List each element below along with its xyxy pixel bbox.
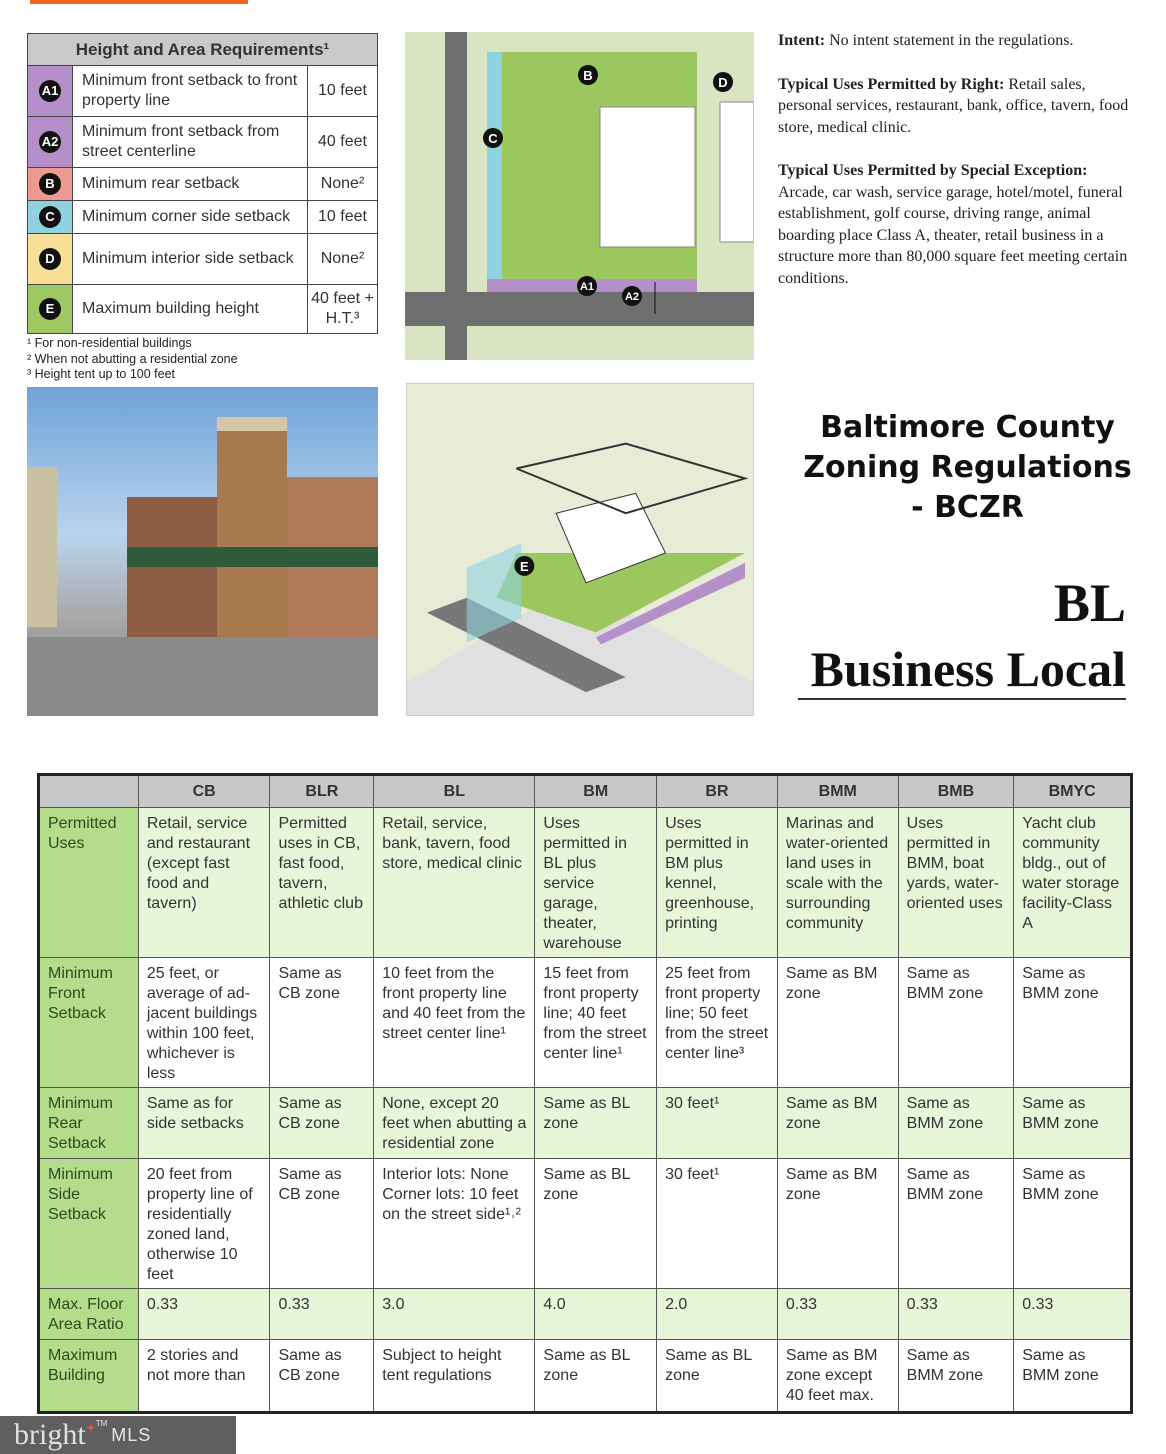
- table-cell: Same as BMM zone: [898, 958, 1014, 1088]
- badge-c: C: [39, 206, 61, 228]
- table-cell: 0.33: [1014, 1289, 1132, 1340]
- row-label: Minimum rear setback: [73, 168, 308, 201]
- column-header: BM: [535, 775, 657, 808]
- table-cell: 0.33: [898, 1289, 1014, 1340]
- table-cell: Permitted uses in CB, fast food, tavern, athletic club: [270, 808, 374, 958]
- table-cell: Interior lots: None Corner lots: 10 feet on the street side¹˒²: [374, 1159, 535, 1289]
- table-cell: 2.0: [657, 1289, 778, 1340]
- badge-a2: A2: [39, 131, 61, 153]
- row-header: Max. Floor Area Ratio: [39, 1289, 139, 1340]
- table-cell: Same as BMM zone: [1014, 958, 1132, 1088]
- table-header-row: [39, 775, 1132, 808]
- document-title: [790, 408, 1145, 528]
- table-cell: 0.33: [777, 1289, 898, 1340]
- table-cell: Same as CB zone: [270, 1340, 374, 1413]
- table-cell: 20 feet from property line of residentially zoned land, otherwise 10 feet: [138, 1159, 270, 1289]
- table-cell: Uses permitted in BL plus service garage, theater, warehouse: [535, 808, 657, 958]
- table-cell: Same as for side setbacks: [138, 1088, 270, 1159]
- row-value: 10 feet: [308, 201, 378, 234]
- label-c: C: [488, 131, 498, 146]
- table-row: [39, 1289, 1132, 1340]
- watermark-brand: bright: [14, 1418, 86, 1451]
- table-row: [39, 808, 1132, 958]
- row-value: None²: [308, 234, 378, 285]
- table-cell: Same as BMM zone: [898, 1088, 1014, 1159]
- title-line: Baltimore County: [820, 410, 1115, 445]
- table-cell: Same as BM zone: [777, 958, 898, 1088]
- column-header: BMYC: [1014, 775, 1132, 808]
- intent-label: Intent:: [778, 32, 826, 49]
- table-cell: Same as CB zone: [270, 1088, 374, 1159]
- height-area-table: [27, 33, 378, 334]
- row-label: Minimum front setback from street centerline: [73, 117, 308, 168]
- building-height-diagram: [406, 383, 754, 716]
- row-value: 40 feet + H.T.³: [308, 285, 378, 334]
- table-cell: Same as BM zone: [777, 1159, 898, 1289]
- row-value: 40 feet: [308, 117, 378, 168]
- footnotes: [27, 336, 238, 383]
- table-cell: 3.0: [374, 1289, 535, 1340]
- row-header: Minimum Front Setback: [39, 958, 139, 1088]
- table-cell: Same as BMM zone: [898, 1340, 1014, 1413]
- uses-special-label: Typical Uses Permitted by Special Exception:: [778, 162, 1088, 179]
- column-header: CB: [138, 775, 270, 808]
- watermark-suffix: MLS: [111, 1425, 152, 1445]
- column-header: BMM: [777, 775, 898, 808]
- table-cell: Retail, service, bank, tavern, food store, medical clinic: [374, 808, 535, 958]
- table-cell: Marinas and water-oriented land uses in scale with the surrounding community: [777, 808, 898, 958]
- row-label: Minimum corner side setback: [73, 201, 308, 234]
- label-a2: A2: [624, 291, 640, 303]
- zone-description: [778, 30, 1133, 311]
- table-cell: 4.0: [535, 1289, 657, 1340]
- table-cell: 0.33: [138, 1289, 270, 1340]
- table-cell: Uses permitted in BMM, boat yards, water-oriented uses: [898, 808, 1014, 958]
- label-d: D: [718, 75, 728, 90]
- table-cell: Subject to height tent regulations: [374, 1340, 535, 1413]
- table-cell: Same as BMM zone: [1014, 1340, 1132, 1413]
- badge-a1: A1: [39, 80, 61, 102]
- table-cell: Same as BM zone: [777, 1088, 898, 1159]
- table-cell: Same as CB zone: [270, 1159, 374, 1289]
- watermark-tm: TM: [95, 1419, 108, 1428]
- row-label: Minimum interior side setback: [73, 234, 308, 285]
- table-cell: Same as BL zone: [535, 1088, 657, 1159]
- table-cell: None, except 20 feet when abutting a residential zone: [374, 1088, 535, 1159]
- table-cell: 0.33: [270, 1289, 374, 1340]
- zone-name: Business Local: [810, 641, 1126, 697]
- table-cell: Uses permitted in BM plus kennel, greenhouse, printing: [657, 808, 778, 958]
- row-value: 10 feet: [308, 66, 378, 117]
- row-header: Minimum Side Setback: [39, 1159, 139, 1289]
- table-cell: Same as BMM zone: [1014, 1088, 1132, 1159]
- shopping-center-photo: [27, 387, 378, 716]
- row-label: Minimum front setback to front property line: [73, 66, 308, 117]
- title-underline: [798, 698, 1126, 700]
- table-cell: Same as BMM zone: [1014, 1159, 1132, 1289]
- table-cell: 10 feet from the front property line and 40 feet from the street center line¹: [374, 958, 535, 1088]
- title-line: Zoning Regulations: [803, 450, 1132, 485]
- label-b: B: [583, 68, 593, 83]
- star-icon: ✦: [85, 1421, 96, 1435]
- table-cell: 2 stories and not more than: [138, 1340, 270, 1413]
- orange-header-bar: [30, 0, 248, 4]
- label-e: E: [520, 558, 529, 574]
- intent-text: No intent statement in the regulations.: [829, 32, 1074, 49]
- table-cell: Same as BL zone: [535, 1340, 657, 1413]
- row-label: Maximum building height: [73, 285, 308, 334]
- table-cell: 30 feet¹: [657, 1088, 778, 1159]
- height-area-title: Height and Area Requirements¹: [28, 34, 378, 66]
- row-header: Minimum Rear Setback: [39, 1088, 139, 1159]
- row-header: Maximum Building: [39, 1340, 139, 1413]
- table-cell: 30 feet¹: [657, 1159, 778, 1289]
- row-header: Permitted Uses: [39, 808, 139, 958]
- column-header: BL: [374, 775, 535, 808]
- uses-right-label: Typical Uses Permitted by Right:: [778, 75, 1005, 93]
- badge-b: B: [39, 173, 61, 195]
- table-row: [39, 1159, 1132, 1289]
- column-header: [39, 775, 139, 808]
- table-row: [39, 1340, 1132, 1413]
- table-cell: Retail, service and restaurant (except fast food and tavern): [138, 808, 270, 958]
- footnote: ³ Height tent up to 100 feet: [27, 367, 176, 381]
- table-row: [39, 958, 1132, 1088]
- label-a1: A1: [579, 281, 595, 293]
- table-cell: Yacht club community bldg., out of water storage facility-Class A: [1014, 808, 1132, 958]
- footnote: ¹ For non-residential buildings: [27, 336, 192, 350]
- bright-mls-watermark: [0, 1416, 236, 1454]
- site-plan-diagram: [405, 32, 754, 360]
- table-cell: Same as BMM zone: [898, 1159, 1014, 1289]
- title-line: - BCZR: [911, 490, 1024, 525]
- table-cell: 15 feet from front property line; 40 feet from the street center line¹: [535, 958, 657, 1088]
- front-street: [405, 292, 754, 326]
- table-cell: Same as BL zone: [535, 1159, 657, 1289]
- column-header: BLR: [270, 775, 374, 808]
- table-cell: 25 feet, or average of ad-jacent buildings within 100 feet, whichever is less: [138, 958, 270, 1088]
- zone-code: BL: [1053, 573, 1126, 633]
- column-header: BMB: [898, 775, 1014, 808]
- row-value: None²: [308, 168, 378, 201]
- column-header: BR: [657, 775, 778, 808]
- uses-right-text: Retail sales, personal services, restaurant, bank, office, tavern, food store, medical clinic.: [778, 75, 1129, 136]
- table-cell: Same as BL zone: [657, 1340, 778, 1413]
- badge-e: E: [39, 298, 61, 320]
- table-row: [39, 1088, 1132, 1159]
- zone-comparison-table: [37, 773, 1133, 1414]
- badge-d: D: [39, 248, 61, 270]
- table-cell: 25 feet from front property line; 50 feet from the street center line³: [657, 958, 778, 1088]
- footnote: ² When not abutting a residential zone: [27, 351, 238, 366]
- uses-special-text: Arcade, car wash, service garage, hotel/motel, funeral establishment, golf course, driving range, animal boarding place Class A, theater, retail business in a structure more than 80,000 square feet meeting certain conditions.: [778, 183, 1128, 287]
- table-cell: Same as CB zone: [270, 958, 374, 1088]
- table-cell: Same as BM zone except 40 feet max.: [777, 1340, 898, 1413]
